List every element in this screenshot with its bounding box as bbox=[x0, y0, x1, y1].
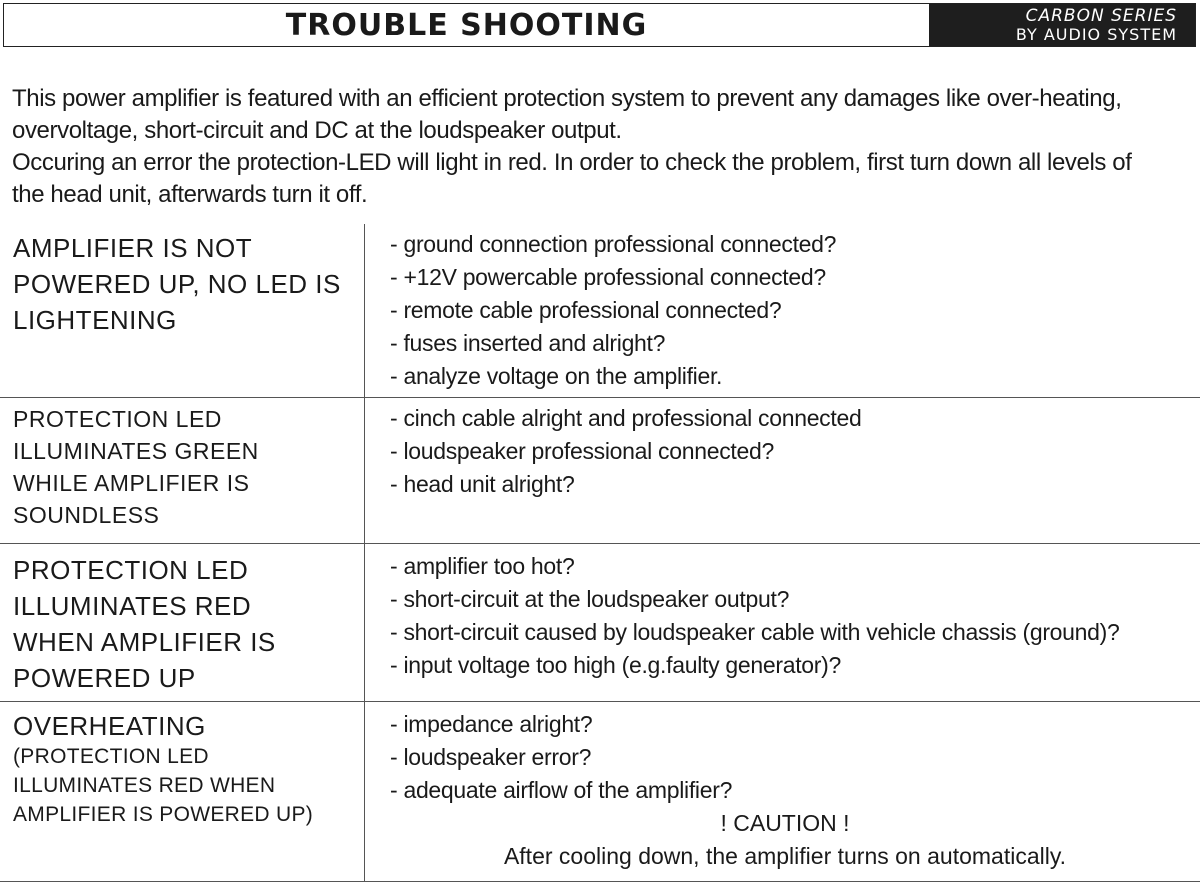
table-row bbox=[0, 398, 1200, 544]
check-item: - loudspeaker error? bbox=[390, 744, 592, 770]
check-item: - cinch cable alright and professional connected bbox=[390, 405, 862, 431]
checks-cell bbox=[365, 702, 1200, 881]
table-row bbox=[0, 702, 1200, 882]
brand-line-1: CARBON SERIES bbox=[1025, 5, 1177, 26]
checks-cell bbox=[365, 224, 1200, 397]
intro-line: This power amplifier is featured with an efficient protection system to prevent any damages like over-heating, bbox=[12, 85, 1122, 112]
troubleshooting-table bbox=[0, 224, 1200, 882]
check-item: - analyze voltage on the amplifier. bbox=[390, 363, 723, 389]
checks-cell bbox=[365, 544, 1200, 701]
condition-line: (PROTECTION LED bbox=[13, 745, 209, 768]
condition-line: PROTECTION LED bbox=[13, 406, 222, 432]
condition-line: PROTECTION LED bbox=[13, 555, 249, 585]
header-bar bbox=[3, 3, 1196, 47]
condition-line: ILLUMINATES RED WHEN bbox=[13, 774, 276, 797]
check-item: - impedance alright? bbox=[390, 711, 593, 737]
condition-cell bbox=[0, 544, 365, 701]
intro-line: the head unit, afterwards turn it off. bbox=[12, 181, 368, 208]
check-item: - short-circuit caused by loudspeaker cable with vehicle chassis (ground)? bbox=[390, 619, 1120, 645]
check-item: - loudspeaker professional connected? bbox=[390, 438, 774, 464]
condition-line: OVERHEATING bbox=[13, 711, 206, 741]
caution-title: ! CAUTION ! bbox=[720, 810, 850, 836]
condition-line: SOUNDLESS bbox=[13, 502, 160, 528]
condition-line: WHILE AMPLIFIER IS bbox=[13, 470, 250, 496]
intro-text bbox=[12, 83, 1192, 211]
intro-line: overvoltage, short-circuit and DC at the loudspeaker output. bbox=[12, 117, 622, 144]
condition-line: POWERED UP bbox=[13, 663, 196, 693]
condition-cell bbox=[0, 702, 365, 881]
brand-line-2: BY AUDIO SYSTEM bbox=[1015, 24, 1177, 44]
condition-line: ILLUMINATES GREEN bbox=[13, 438, 259, 464]
check-item: - adequate airflow of the amplifier? bbox=[390, 777, 733, 803]
condition-line: WHEN AMPLIFIER IS bbox=[13, 627, 276, 657]
check-item: - short-circuit at the loudspeaker output? bbox=[390, 586, 790, 612]
checks-cell bbox=[365, 398, 1200, 543]
intro-line: Occuring an error the protection-LED will light in red. In order to check the problem, first turn down all levels of bbox=[12, 149, 1132, 176]
table-row bbox=[0, 544, 1200, 702]
check-item: - input voltage too high (e.g.faulty generator)? bbox=[390, 652, 842, 678]
page-title: TROUBLE SHOOTING bbox=[285, 7, 648, 43]
brand-logo bbox=[929, 4, 1195, 46]
check-item: - fuses inserted and alright? bbox=[390, 330, 666, 356]
check-item: - ground connection professional connected? bbox=[390, 231, 837, 257]
condition-cell bbox=[0, 398, 365, 543]
condition-line: POWERED UP, NO LED IS bbox=[13, 269, 341, 299]
check-item: - +12V powercable professional connected? bbox=[390, 264, 826, 290]
condition-line: ILLUMINATES RED bbox=[13, 591, 252, 621]
condition-line: AMPLIFIER IS NOT bbox=[13, 233, 253, 263]
condition-line: LIGHTENING bbox=[13, 305, 177, 335]
check-item: - amplifier too hot? bbox=[390, 553, 575, 579]
table-row bbox=[0, 224, 1200, 398]
condition-line: AMPLIFIER IS POWERED UP) bbox=[13, 803, 314, 826]
condition-cell bbox=[0, 224, 365, 397]
check-item: - head unit alright? bbox=[390, 471, 575, 497]
caution-text: After cooling down, the amplifier turns on automatically. bbox=[503, 843, 1067, 869]
check-item: - remote cable professional connected? bbox=[390, 297, 782, 323]
